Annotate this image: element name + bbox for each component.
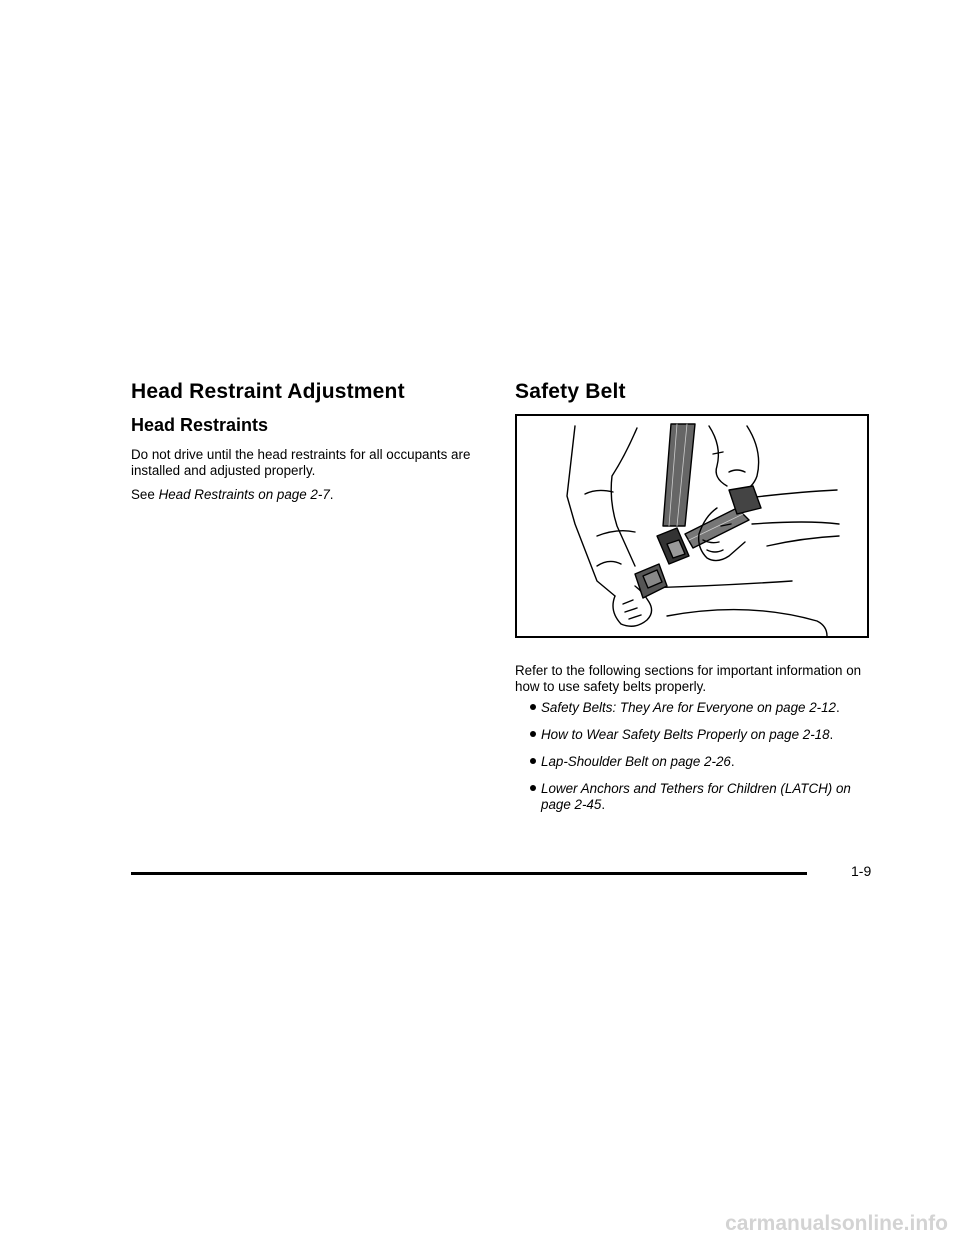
safety-belt-section: [515, 380, 875, 404]
bullet-icon: [530, 704, 536, 710]
safety-belt-intro-paragraph: Refer to the following sections for important information on how to use safety belts properly.: [515, 663, 862, 694]
reference-link[interactable]: Safety Belts: They Are for Everyone on page 2-12: [541, 700, 837, 715]
section-heading-head-restraint-adjustment: Head Restraint Adjustment: [131, 380, 405, 403]
reference-link[interactable]: How to Wear Safety Belts Properly on page 2-18: [541, 727, 830, 742]
bullet-icon: [530, 731, 536, 737]
list-item: [515, 727, 885, 743]
list-item: [515, 781, 885, 813]
bullet-icon: [530, 785, 536, 791]
bullet-icon: [530, 758, 536, 764]
page-number: 1-9: [851, 863, 872, 879]
see-prefix: See: [131, 487, 155, 502]
reference-link[interactable]: Lap-Shoulder Belt on page 2-26: [541, 754, 731, 769]
safety-belt-reference-list: [515, 700, 885, 824]
head-restraint-section: [131, 380, 476, 503]
see-suffix: .: [329, 487, 334, 502]
reference-suffix: .: [730, 754, 735, 769]
reference-suffix: .: [836, 700, 840, 715]
safety-belt-figure: [515, 414, 869, 638]
reference-link[interactable]: Lower Anchors and Tethers for Children (LATCH) on page 2-45: [541, 781, 851, 812]
reference-suffix: .: [829, 727, 834, 742]
see-reference-line: [131, 487, 476, 503]
safety-belt-buckle-illustration-icon: [517, 416, 867, 636]
subheading-head-restraints: Head Restraints: [131, 415, 269, 435]
watermark: carmanualsonline.info: [725, 1212, 948, 1235]
list-item: [515, 754, 885, 770]
section-heading-safety-belt: Safety Belt: [515, 380, 626, 403]
head-restraints-page-reference-link[interactable]: Head Restraints on page 2-7: [158, 487, 330, 502]
footer-rule: [131, 872, 807, 875]
head-restraints-paragraph: Do not drive until the head restraints for all occupants are installed and adjusted properly.: [131, 447, 471, 478]
reference-suffix: .: [601, 797, 606, 812]
list-item: [515, 700, 885, 716]
